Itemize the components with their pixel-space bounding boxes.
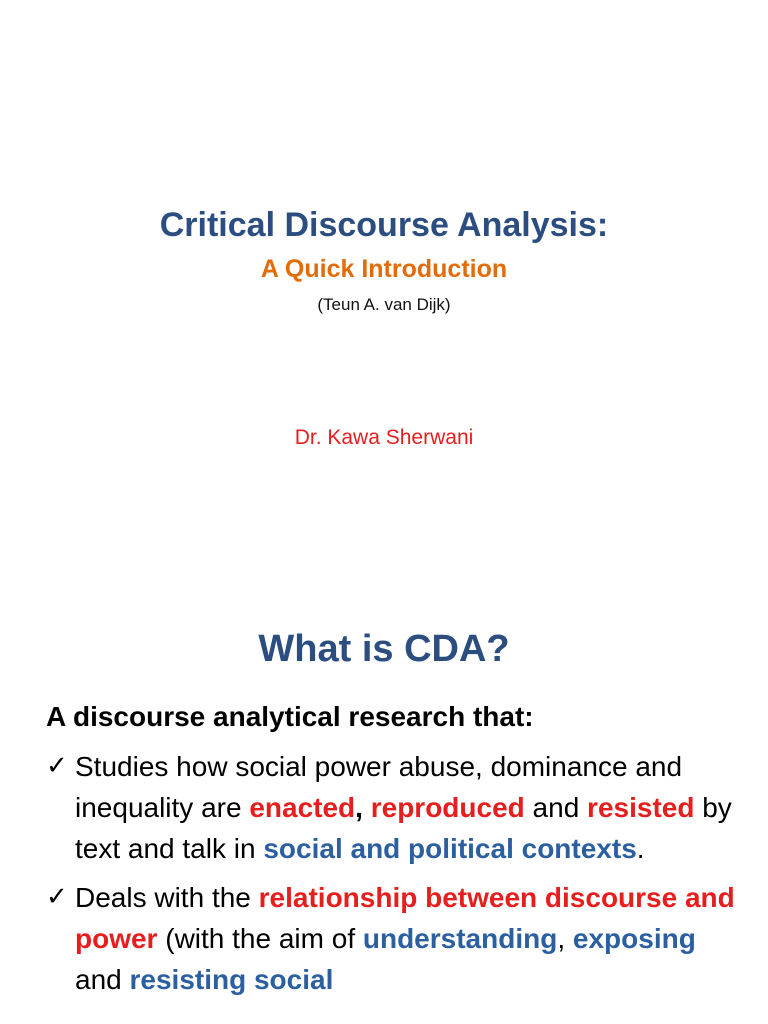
bullet-text: by text and talk in [75,792,732,864]
highlight-resisting: resisting social [129,964,334,995]
bullet-item-power-abuse [46,746,736,869]
lead-statement: A discourse analytical research that: [46,701,534,732]
highlight-resisted: resisted [587,792,695,823]
check-mark-icon: ✓ [46,751,68,781]
bullet-text: and [524,792,588,823]
bold-comma: , [355,792,363,823]
bullet-item-discourse-power [46,877,736,1000]
bullet-list [46,746,736,1008]
slide-subtitle: A Quick Introduction [260,255,508,283]
check-mark-icon: ✓ [46,882,68,912]
highlight-understanding: understanding [362,923,558,954]
author-name: Dr. Kawa Sherwani [294,426,474,449]
highlight-reproduced: reproduced [370,792,525,823]
slide-title: Critical Discourse Analysis: [159,206,609,244]
highlight-contexts: social and political contexts [263,833,637,864]
highlight-enacted: enacted [249,792,356,823]
highlight-relationship: relationship between discourse and power [75,882,735,954]
bullet-text: and [75,964,130,995]
bullet-text: (with the aim of [157,923,363,954]
source-attribution: (Teun A. van Dijk) [317,295,451,314]
bullet-text: , [557,923,573,954]
bullet-text: . [636,833,645,864]
content-slide-title: What is CDA? [258,628,510,670]
content-slide [0,576,768,1024]
bullet-text: Deals with the [75,882,259,913]
bullet-text: Studies how social power abuse, dominance and inequality are [75,751,683,823]
highlight-exposing: exposing [572,923,696,954]
bullet-text [363,792,371,823]
